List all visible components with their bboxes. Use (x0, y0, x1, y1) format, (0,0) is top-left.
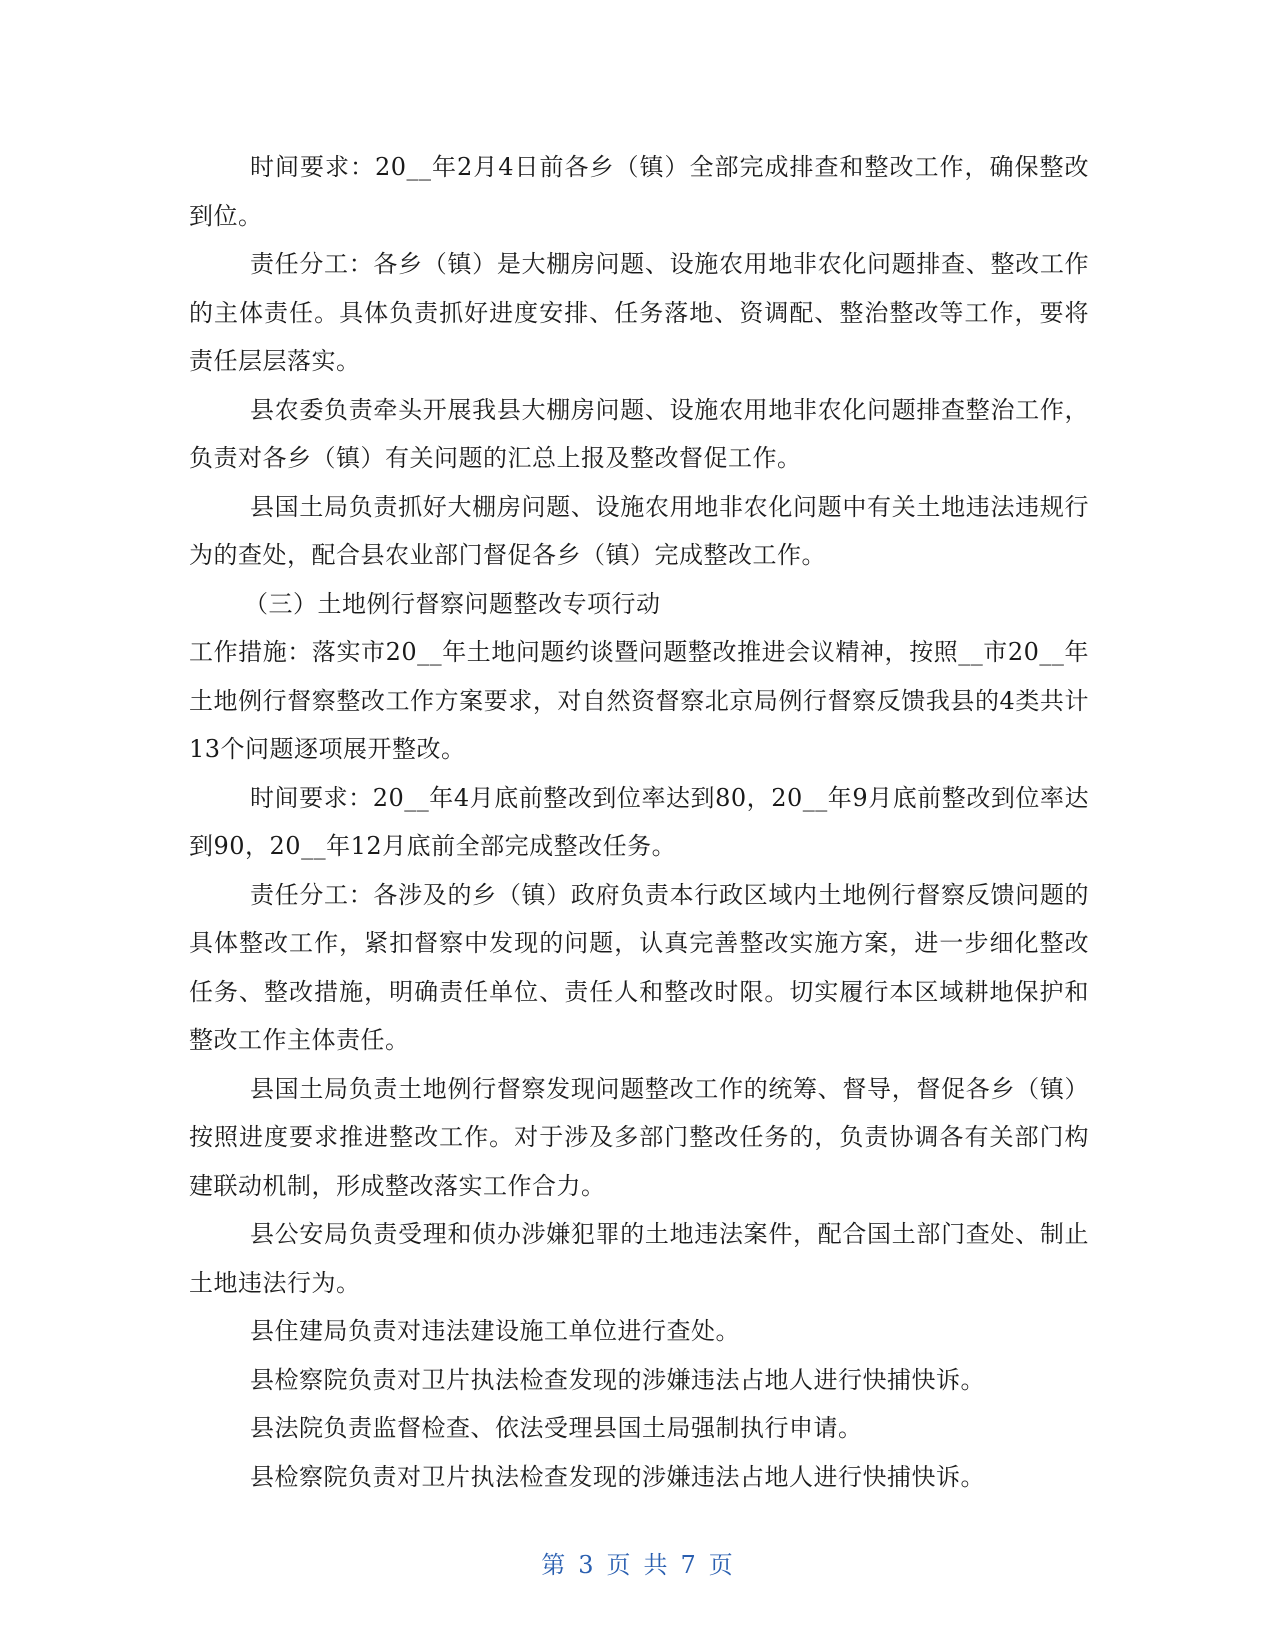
document-body (189, 143, 1089, 1501)
paragraph-housing-bureau: 县住建局负责对违法建设施工单位进行查处。 (250, 1317, 740, 1345)
paragraph-time-requirement-1: 时间要求：20__年2月4日前各乡（镇）全部完成排查和整改工作，确保整改到位。 (189, 153, 1089, 230)
paragraph-procuratorate-2: 县检察院负责对卫片执法检查发现的涉嫌违法占地人进行快捕快诉。 (250, 1462, 985, 1491)
section-heading: （三）土地例行督察问题整改专项行动 (244, 589, 661, 618)
paragraph-procuratorate-1: 县检察院负责对卫片执法检查发现的涉嫌违法占地人进行快捕快诉。 (250, 1365, 985, 1394)
paragraph-court: 县法院负责监督检查、依法受理县国土局强制执行申请。 (250, 1414, 863, 1442)
paragraph-work-measures: 工作措施：落实市20__年土地问题约谈暨问题整改推进会议精神，按照__市20__年土地例行督察整改工作方案要求，对自然资督察北京局例行督察反馈我县的4类共计13个问题逐项展开整改。 (189, 638, 1089, 763)
paragraph-responsibility-2: 责任分工：各涉及的乡（镇）政府负责本行政区域内土地例行督察反馈问题的具体整改工作，紧扣督察中发现的问题，认真完善整改实施方案，进一步细化整改任务、整改措施，明确责任单位、责任人和整改时限。切实履行本区域耕地保护和整改工作主体责任。 (189, 880, 1089, 1054)
paragraph-public-security: 县公安局负责受理和侦办涉嫌犯罪的土地违法案件，配合国土部门查处、制止土地违法行为。 (189, 1220, 1089, 1297)
footer-total-word: 共 (643, 1551, 669, 1579)
paragraph-agriculture-committee: 县农委负责牵头开展我县大棚房问题、设施农用地非农化问题排查整治工作，负责对各乡（镇）有关问题的汇总上报及整改督促工作。 (189, 395, 1089, 472)
footer-page-word: 页 (606, 1551, 632, 1579)
paragraph-land-bureau-1: 县国土局负责抓好大棚房问题、设施农用地非农化问题中有关土地违法违规行为的查处，配合县农业部门督促各乡（镇）完成整改工作。 (189, 492, 1089, 569)
paragraph-time-requirement-2: 时间要求：20__年4月底前整改到位率达到80，20__年9月底前整改到位率达到90，20__年12月底前全部完成整改任务。 (189, 783, 1089, 860)
footer-total-pages: 7 (680, 1551, 697, 1579)
page-footer (0, 1545, 1275, 1580)
footer-prefix: 第 (541, 1551, 567, 1579)
footer-current-page: 3 (578, 1551, 595, 1579)
paragraph-land-bureau-2: 县国土局负责土地例行督察发现问题整改工作的统筹、督导，督促各乡（镇）按照进度要求推进整改工作。对于涉及多部门整改任务的，负责协调各有关部门构建联动机制，形成整改落实工作合力。 (189, 1074, 1089, 1200)
footer-page-word-2: 页 (708, 1551, 734, 1579)
paragraph-responsibility-1: 责任分工：各乡（镇）是大棚房问题、设施农用地非农化问题排查、整改工作的主体责任。具体负责抓好进度安排、任务落地、资调配、整治整改等工作，要将责任层层落实。 (189, 250, 1089, 375)
